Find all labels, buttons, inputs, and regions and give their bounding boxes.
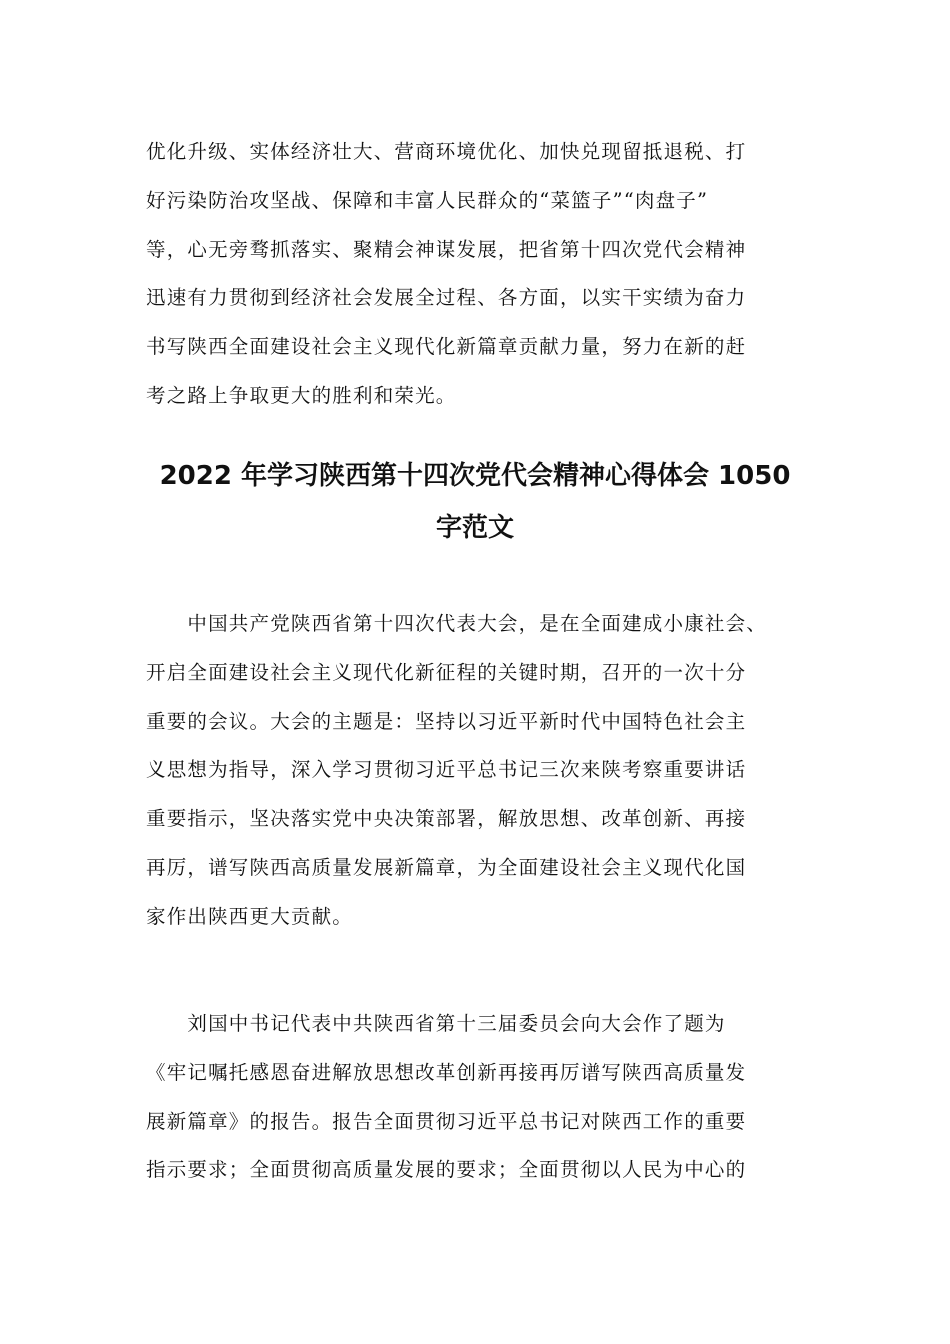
- text-line: 重要的会议。大会的主题是：坚持以习近平新时代中国特色社会主: [146, 709, 747, 733]
- section-title: [100, 450, 850, 554]
- text-line: 展新篇章》的报告。报告全面贯彻习近平总书记对陕西工作的重要: [146, 1109, 747, 1133]
- continuation-paragraph: [146, 128, 810, 421]
- text-line: 等，心无旁骛抓落实、聚精会神谋发展，把省第十四次党代会精神: [146, 237, 747, 261]
- title-line: 2022 年学习陕西第十四次党代会精神心得体会 1050: [159, 461, 791, 491]
- text-line: 书写陕西全面建设社会主义现代化新篇章贡献力量，努力在新的赶: [146, 335, 747, 359]
- body-paragraph-1: [146, 600, 810, 942]
- text-line: 《牢记嘱托感恩奋进解放思想改革创新再接再厉谱写陕西高质量发: [146, 1060, 747, 1084]
- text-line: 优化升级、实体经济壮大、营商环境优化、加快兑现留抵退税、打: [146, 140, 747, 163]
- text-line: 中国共产党陕西省第十四次代表大会，是在全面建成小康社会、: [146, 612, 768, 635]
- text-line: 重要指示，坚决落实党中央决策部署，解放思想、改革创新、再接: [146, 807, 747, 831]
- body-paragraph-2: [146, 1000, 810, 1195]
- text-line: 好污染防治攻坚战、保障和丰富人民群众的“菜篮子”“肉盘子”: [146, 188, 709, 212]
- text-line: 再厉，谱写陕西高质量发展新篇章，为全面建设社会主义现代化国: [146, 855, 747, 879]
- text-line: 迅速有力贯彻到经济社会发展全过程、各方面，以实干实绩为奋力: [146, 286, 747, 310]
- text-line: 指示要求；全面贯彻高质量发展的要求；全面贯彻以人民为中心的: [146, 1158, 747, 1182]
- text-line: 开启全面建设社会主义现代化新征程的关键时期，召开的一次十分: [146, 660, 747, 684]
- title-line: 字范文: [435, 513, 514, 543]
- text-line: 刘国中书记代表中共陕西省第十三届委员会向大会作了题为: [146, 1012, 726, 1035]
- text-line: 家作出陕西更大贡献。: [146, 904, 354, 928]
- text-line: 义思想为指导，深入学习贯彻习近平总书记三次来陕考察重要讲话: [146, 758, 747, 782]
- text-line: 考之路上争取更大的胜利和荣光。: [146, 383, 457, 407]
